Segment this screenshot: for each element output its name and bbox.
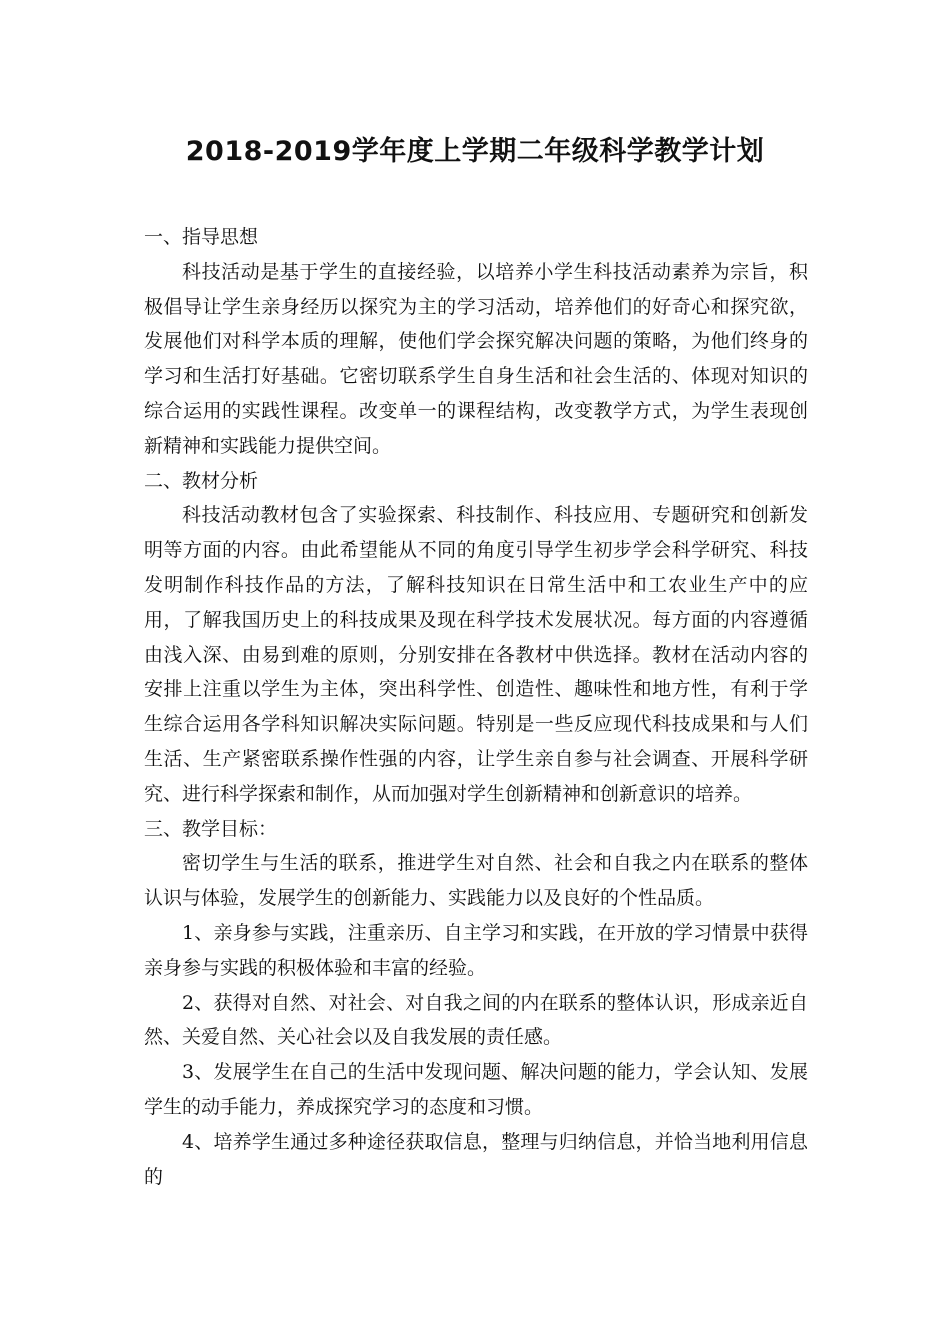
list-item: 1、亲身参与实践，注重亲历、自主学习和实践，在开放的学习情景中获得亲身参与实践的积极体验和丰富的经验。 bbox=[144, 921, 808, 979]
paragraph: 密切学生与生活的联系，推进学生对自然、社会和自我之内在联系的整体认识与体验，发展学生的创新能力、实践能力以及良好的个性品质。 bbox=[144, 852, 808, 910]
section-heading-guiding-ideology: 一、指导思想 bbox=[144, 226, 259, 248]
document-body bbox=[144, 220, 808, 1194]
list-item: 2、获得对自然、对社会、对自我之间的内在联系的整体认识，形成亲近自然、关爱自然、关心社会以及自我发展的责任感。 bbox=[144, 991, 808, 1049]
paragraph: 科技活动教材包含了实验探索、科技制作、科技应用、专题研究和创新发明等方面的内容。由此希望能从不同的角度引导学生初步学会科学研究、科技发明制作科技作品的方法，了解科技知识在日常生活中和工农业生产中的应用，了解我国历史上的科技成果及现在科学技术发展状况。每方面的内容遵循由浅入深、由易到难的原则，分别安排在各教材中供选择。教材在活动内容的安排上注重以学生为主体，突出科学性、创造性、趣味性和地方性，有利于学生综合运用各学科知识解决实际问题。特别是一些反应现代科技成果和与人们生活、生产紧密联系操作性强的内容，让学生亲自参与社会调查、开展科学研究、进行科学探索和制作，从而加强对学生创新精神和创新意识的培养。 bbox=[144, 504, 808, 805]
section-heading-textbook-analysis: 二、教材分析 bbox=[144, 469, 259, 492]
section-heading-teaching-goals: 三、教学目标： bbox=[144, 817, 278, 840]
paragraph: 科技活动是基于学生的直接经验，以培养小学生科技活动素养为宗旨，积极倡导让学生亲身经历以探究为主的学习活动，培养他们的好奇心和探究欲，发展他们对科学本质的理解，使他们学会探究解决问题的策略，为他们终身的学习和生活打好基础。它密切联系学生自身生活和社会生活的、体现对知识的综合运用的实践性课程。改变单一的课程结构，改变教学方式，为学生表现创新精神和实践能力提供空间。 bbox=[144, 260, 808, 457]
list-item: 3、发展学生在自己的生活中发现问题、解决问题的能力，学会认知、发展学生的动手能力，养成探究学习的态度和习惯。 bbox=[144, 1061, 808, 1118]
document-title: 2018-2019学年度上学期二年级科学教学计划 bbox=[185, 136, 765, 167]
list-item: 4、培养学生通过多种途径获取信息，整理与归纳信息，并恰当地利用信息的 bbox=[144, 1130, 808, 1188]
